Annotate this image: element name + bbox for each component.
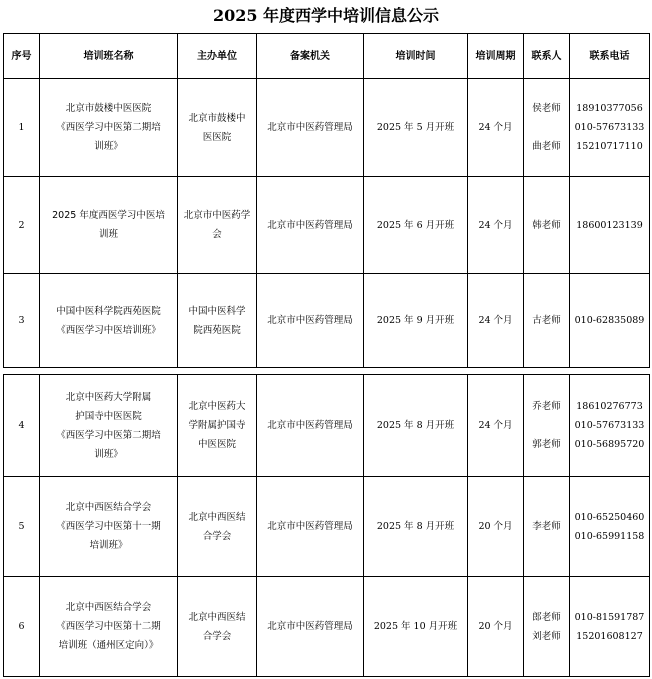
contact-phone: 010-62835089 xyxy=(570,274,650,368)
row-index: 1 xyxy=(4,79,40,177)
host-unit: 北京中西医结 合学会 xyxy=(178,477,257,577)
row-index: 5 xyxy=(4,477,40,577)
training-time: 2025 年 8 月开班 xyxy=(364,477,468,577)
training-time: 2025 年 5 月开班 xyxy=(364,79,468,177)
contact-person: 侯老师 曲老师 xyxy=(524,79,570,177)
contact-person: 古老师 xyxy=(524,274,570,368)
training-period: 24 个月 xyxy=(468,177,524,274)
contact-phone: 18600123139 xyxy=(570,177,650,274)
training-table-part-1 xyxy=(3,33,650,368)
row-index: 6 xyxy=(4,577,40,677)
header-host: 主办单位 xyxy=(178,34,257,79)
table-row xyxy=(4,477,650,577)
training-time: 2025 年 8 月开班 xyxy=(364,375,468,477)
contact-phone: 010-81591787 15201608127 xyxy=(570,577,650,677)
course-name: 中国中医科学院西苑医院 《西医学习中医培训班》 xyxy=(40,274,178,368)
header-time: 培训时间 xyxy=(364,34,468,79)
host-unit: 北京中医药大 学附属护国寺 中医医院 xyxy=(178,375,257,477)
filing-authority: 北京市中医药管理局 xyxy=(257,477,364,577)
table-row xyxy=(4,375,650,477)
header-authority: 备案机关 xyxy=(257,34,364,79)
training-period: 24 个月 xyxy=(468,79,524,177)
header-course: 培训班名称 xyxy=(40,34,178,79)
table-header-row xyxy=(4,34,650,79)
host-unit: 中国中医科学 院西苑医院 xyxy=(178,274,257,368)
table-row xyxy=(4,274,650,368)
filing-authority: 北京市中医药管理局 xyxy=(257,274,364,368)
training-period: 20 个月 xyxy=(468,577,524,677)
host-unit: 北京中西医结 合学会 xyxy=(178,577,257,677)
filing-authority: 北京市中医药管理局 xyxy=(257,375,364,477)
header-contact: 联系人 xyxy=(524,34,570,79)
course-name: 北京市鼓楼中医医院 《西医学习中医第二期培 训班》 xyxy=(40,79,178,177)
training-time: 2025 年 6 月开班 xyxy=(364,177,468,274)
course-name: 北京中西医结合学会 《西医学习中医第十二期 培训班（通州区定向）》 xyxy=(40,577,178,677)
contact-phone: 010-65250460 010-65991158 xyxy=(570,477,650,577)
contact-phone: 18910377056 010-57673133 15210717110 xyxy=(570,79,650,177)
filing-authority: 北京市中医药管理局 xyxy=(257,177,364,274)
contact-person: 郎老师 刘老师 xyxy=(524,577,570,677)
row-index: 3 xyxy=(4,274,40,368)
table-row xyxy=(4,177,650,274)
course-name: 北京中医药大学附属 护国寺中医医院 《西医学习中医第二期培 训班》 xyxy=(40,375,178,477)
training-time: 2025 年 10 月开班 xyxy=(364,577,468,677)
course-name: 北京中西医结合学会 《西医学习中医第十一期 培训班》 xyxy=(40,477,178,577)
filing-authority: 北京市中医药管理局 xyxy=(257,79,364,177)
training-table-part-2 xyxy=(3,374,650,677)
contact-person: 乔老师 郭老师 xyxy=(524,375,570,477)
row-index: 4 xyxy=(4,375,40,477)
training-time: 2025 年 9 月开班 xyxy=(364,274,468,368)
training-period: 24 个月 xyxy=(468,274,524,368)
header-period: 培训周期 xyxy=(468,34,524,79)
contact-phone: 18610276773 010-57673133 010-56895720 xyxy=(570,375,650,477)
training-period: 24 个月 xyxy=(468,375,524,477)
table-row xyxy=(4,577,650,677)
filing-authority: 北京市中医药管理局 xyxy=(257,577,364,677)
page-title: 2025 年度西学中培训信息公示 xyxy=(212,6,440,25)
training-period: 20 个月 xyxy=(468,477,524,577)
row-index: 2 xyxy=(4,177,40,274)
header-index: 序号 xyxy=(4,34,40,79)
contact-person: 李老师 xyxy=(524,477,570,577)
course-name: 2025 年度西医学习中医培 训班 xyxy=(40,177,178,274)
host-unit: 北京市鼓楼中 医医院 xyxy=(178,79,257,177)
contact-person: 韩老师 xyxy=(524,177,570,274)
host-unit: 北京市中医药学 会 xyxy=(178,177,257,274)
header-phone: 联系电话 xyxy=(570,34,650,79)
table-row xyxy=(4,79,650,177)
